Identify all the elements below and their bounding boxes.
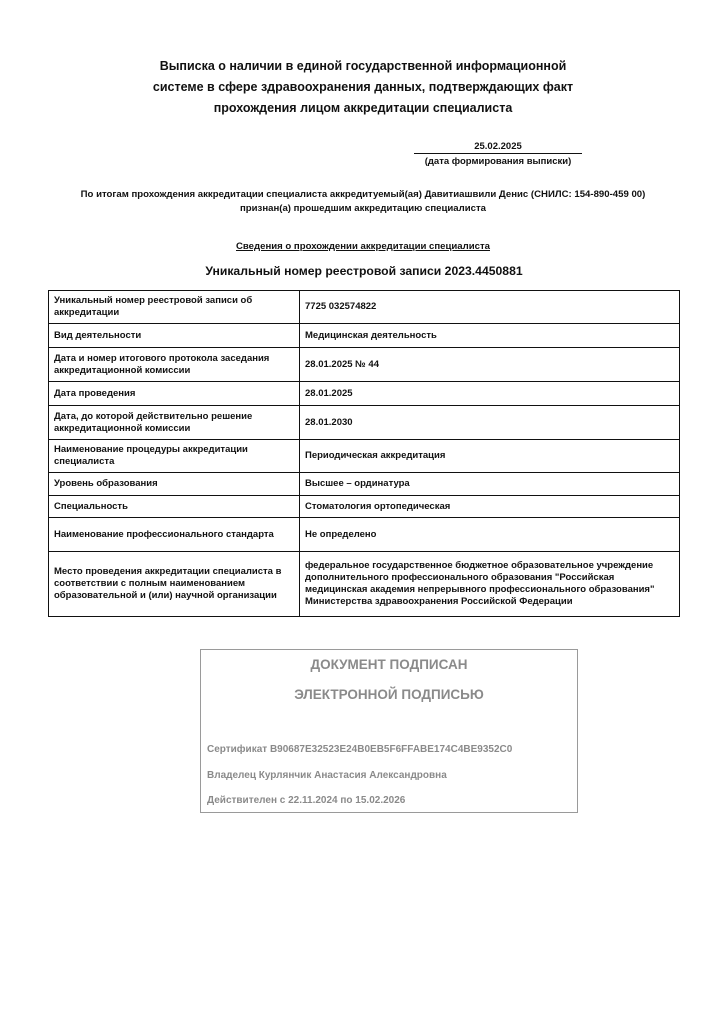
section-title: Сведения о прохождении аккредитации специалиста [235,241,490,252]
row-key: Наименование профессионального стандарта [49,518,300,552]
table-row [49,440,680,473]
table-row [49,552,680,617]
stamp-certificate: Сертификат B90687E32523E24B0EB5F6FFABE174C4BE9352C0 [207,744,513,755]
row-key: Дата, до которой действительно решение аккредитационной комиссии [49,406,300,440]
table-row [49,518,680,552]
table-row [49,382,680,406]
row-key: Дата и номер итогового протокола заседания аккредитационной комиссии [49,348,300,382]
table-row [49,496,680,518]
table-row [49,291,680,324]
table-row [49,406,680,440]
row-key: Место проведения аккредитации специалиста в соответствии с полным наименованием образовательной и (или) научной организации [49,552,300,617]
intro-text [40,188,686,216]
title-line: Выписка о наличии в единой государственной информационной [159,59,567,73]
accreditation-table [48,290,680,617]
row-value: федеральное государственное бюджетное образовательное учреждение дополнительного профессионального образования "Российская медицинская академия непрерывного профессионального образования" Министерства здравоохранения Российской Федерации [300,552,680,617]
stamp-owner: Владелец Курлянчик Анастасия Александровна [207,770,447,781]
row-key: Дата проведения [49,382,300,406]
row-value: Высшее – ординатура [300,473,680,496]
electronic-signature-stamp [200,649,578,813]
row-value: 7725 032574822 [300,291,680,324]
title-line: системе в сфере здравоохранения данных, подтверждающих факт [152,80,574,94]
row-key: Уникальный номер реестровой записи об аккредитации [49,291,300,324]
row-value: 28.01.2025 [300,382,680,406]
stamp-validity: Действителен с 22.11.2024 по 15.02.2026 [207,795,406,806]
row-value: Стоматология ортопедическая [300,496,680,518]
row-key: Вид деятельности [49,324,300,348]
table-row [49,348,680,382]
stamp-heading: ДОКУМЕНТ ПОДПИСАН [310,657,468,672]
issue-date-block [414,141,582,167]
issue-date-label: (дата формирования выписки) [424,156,572,167]
document-title [100,56,626,119]
row-value: 28.01.2030 [300,406,680,440]
row-value: Медицинская деятельность [300,324,680,348]
table-row [49,324,680,348]
row-value: 28.01.2025 № 44 [300,348,680,382]
row-key: Наименование процедуры аккредитации специалиста [49,440,300,473]
intro-line: признан(а) прошедшим аккредитацию специалиста [240,203,486,214]
row-key: Уровень образования [49,473,300,496]
issue-date: 25.02.2025 [414,141,582,154]
stamp-subheading: ЭЛЕКТРОННОЙ ПОДПИСЬЮ [294,687,484,702]
row-value: Не определено [300,518,680,552]
title-line: прохождения лицом аккредитации специалиста [213,101,513,115]
registry-number-heading: Уникальный номер реестровой записи 2023.4450881 [205,264,523,278]
intro-line: По итогам прохождения аккредитации специалиста аккредитуемый(ая) Давитиашвили Денис (СНИЛС: 154-890-459 00) [80,189,646,200]
table-row [49,473,680,496]
row-value: Периодическая аккредитация [300,440,680,473]
row-key: Специальность [49,496,300,518]
